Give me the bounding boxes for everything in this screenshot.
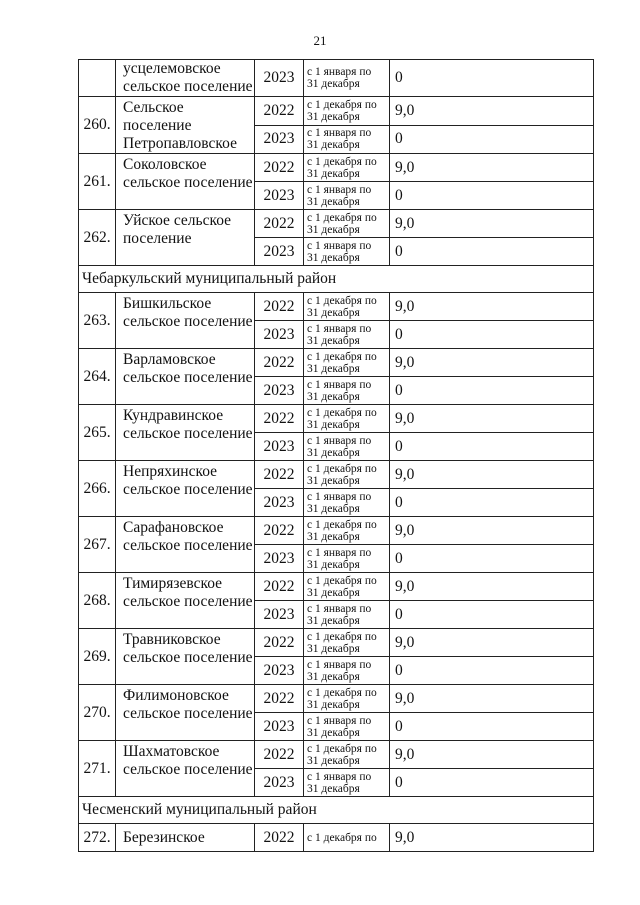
period-line: 31 декабря <box>307 167 360 180</box>
settlement-name <box>116 405 255 461</box>
settlement-name-line: Бишкильское <box>123 295 212 312</box>
settlement-name-line: Петропавловское <box>123 135 237 152</box>
settlement-name-line: сельское поселение <box>123 174 253 191</box>
settlement-name-line: Сельское поселение <box>123 99 192 134</box>
period-line: с 1 декабря по <box>307 574 377 587</box>
year-cell: 2023 <box>255 377 304 405</box>
rate-cell: 0 <box>390 60 594 97</box>
table-row <box>79 741 594 769</box>
entry-number: 262. <box>79 210 116 266</box>
settlement-name-line: сельское поселение <box>123 649 253 666</box>
settlement-name-line: сельское поселение <box>123 481 253 498</box>
entry-number: 269. <box>79 629 116 685</box>
period-line: с 1 декабря по <box>307 831 377 844</box>
year-cell: 2022 <box>255 405 304 433</box>
rate-cell: 9,0 <box>390 517 594 545</box>
period-cell <box>304 545 390 573</box>
settlement-name-line: сельское поселение <box>123 593 253 610</box>
period-line: 31 декабря <box>307 502 360 515</box>
period-cell <box>304 293 390 321</box>
year-cell: 2022 <box>255 293 304 321</box>
period-cell <box>304 210 390 238</box>
year-cell: 2022 <box>255 210 304 238</box>
period-line: с 1 января по <box>307 546 372 559</box>
period-cell <box>304 685 390 713</box>
settlement-name <box>116 517 255 573</box>
rate-cell: 0 <box>390 713 594 741</box>
period-line: с 1 января по <box>307 239 372 252</box>
period-line: 31 декабря <box>307 782 360 795</box>
period-cell <box>304 601 390 629</box>
period-cell <box>304 489 390 517</box>
table-row <box>79 60 594 97</box>
settlement-name-line: Варламовское <box>123 351 216 368</box>
period-line: с 1 декабря по <box>307 742 377 755</box>
period-cell <box>304 97 390 126</box>
rate-cell: 9,0 <box>390 154 594 182</box>
period-cell <box>304 60 390 97</box>
year-cell: 2022 <box>255 461 304 489</box>
period-line: с 1 декабря по <box>307 518 377 531</box>
settlement-name-line: Тимирязевское <box>123 575 223 592</box>
period-cell <box>304 238 390 266</box>
table-row <box>79 824 594 852</box>
district-row <box>79 797 594 824</box>
settlement-name-line: поселение <box>123 230 192 247</box>
settlement-name <box>116 824 255 852</box>
period-cell <box>304 377 390 405</box>
rate-cell: 9,0 <box>390 405 594 433</box>
table-row <box>79 349 594 377</box>
period-cell <box>304 824 390 852</box>
entry-number: 271. <box>79 741 116 797</box>
period-line: с 1 января по <box>307 378 372 391</box>
year-cell: 2023 <box>255 769 304 797</box>
period-line: 31 декабря <box>307 251 360 264</box>
rate-cell: 9,0 <box>390 824 594 852</box>
period-line: 31 декабря <box>307 474 360 487</box>
year-cell: 2022 <box>255 824 304 852</box>
period-cell <box>304 629 390 657</box>
settlement-name-line: сельское поселение <box>123 761 253 778</box>
period-cell <box>304 154 390 182</box>
settlement-name-line: сельское поселение <box>123 425 253 442</box>
year-cell: 2023 <box>255 713 304 741</box>
settlement-name-line: усцелемовское <box>123 60 221 77</box>
table-row <box>79 405 594 433</box>
period-line: 31 декабря <box>307 698 360 711</box>
period-cell <box>304 713 390 741</box>
district-row <box>79 266 594 293</box>
year-cell: 2023 <box>255 60 304 97</box>
period-line: с 1 января по <box>307 322 372 335</box>
period-line: с 1 декабря по <box>307 350 377 363</box>
settlement-name-line: сельское поселение <box>123 78 253 95</box>
period-line: с 1 декабря по <box>307 294 377 307</box>
period-line: 31 декабря <box>307 223 360 236</box>
table-row <box>79 154 594 182</box>
entry-number: 267. <box>79 517 116 573</box>
settlement-name-line: Травниковское <box>123 631 221 648</box>
settlement-name <box>116 154 255 210</box>
settlement-name <box>116 685 255 741</box>
entry-number: 272. <box>79 824 116 852</box>
period-line: с 1 декабря по <box>307 406 377 419</box>
year-cell: 2023 <box>255 182 304 210</box>
rate-cell: 9,0 <box>390 97 594 126</box>
period-line: 31 декабря <box>307 586 360 599</box>
table-row <box>79 685 594 713</box>
period-line: 31 декабря <box>307 614 360 627</box>
table-row <box>79 210 594 238</box>
period-cell <box>304 741 390 769</box>
page-number: 21 <box>313 33 327 48</box>
period-line: 31 декабря <box>307 362 360 375</box>
period-cell <box>304 321 390 349</box>
settlement-name <box>116 629 255 685</box>
rate-cell: 0 <box>390 238 594 266</box>
rate-cell: 0 <box>390 125 594 154</box>
rate-cell: 9,0 <box>390 349 594 377</box>
year-cell: 2023 <box>255 545 304 573</box>
period-cell <box>304 461 390 489</box>
settlement-name-line: Уйское сельское <box>123 212 232 229</box>
period-line: с 1 января по <box>307 490 372 503</box>
period-cell <box>304 657 390 685</box>
rate-cell: 0 <box>390 545 594 573</box>
period-cell <box>304 182 390 210</box>
settlement-name-line: Березинское <box>123 828 205 846</box>
period-line: с 1 декабря по <box>307 630 377 643</box>
period-cell <box>304 769 390 797</box>
period-line: 31 декабря <box>307 306 360 319</box>
table-row <box>79 573 594 601</box>
settlement-name <box>116 573 255 629</box>
table-row <box>79 629 594 657</box>
entry-number <box>79 60 116 97</box>
period-line: с 1 декабря по <box>307 686 377 699</box>
settlement-name-line: сельское поселение <box>123 705 253 722</box>
period-line: с 1 декабря по <box>307 211 377 224</box>
settlement-name-line: сельское поселение <box>123 537 253 554</box>
period-line: с 1 января по <box>307 127 372 140</box>
period-line: с 1 января по <box>307 183 372 196</box>
entry-number: 270. <box>79 685 116 741</box>
year-cell: 2023 <box>255 601 304 629</box>
table-row <box>79 293 594 321</box>
settlement-name <box>116 461 255 517</box>
year-cell: 2023 <box>255 125 304 154</box>
settlement-name-line: Сарафановское <box>123 519 224 536</box>
settlement-name-line: сельское поселение <box>123 369 253 386</box>
rate-cell: 9,0 <box>390 741 594 769</box>
tariff-table <box>78 59 594 852</box>
year-cell: 2022 <box>255 741 304 769</box>
period-cell <box>304 433 390 461</box>
period-line: 31 декабря <box>307 726 360 739</box>
period-line: 31 декабря <box>307 446 360 459</box>
rate-cell: 9,0 <box>390 461 594 489</box>
year-cell: 2022 <box>255 349 304 377</box>
period-line: с 1 января по <box>307 714 372 727</box>
year-cell: 2023 <box>255 238 304 266</box>
period-line: с 1 января по <box>307 658 372 671</box>
rate-cell: 0 <box>390 321 594 349</box>
table-row <box>79 461 594 489</box>
period-line: 31 декабря <box>307 110 360 123</box>
period-line: 31 декабря <box>307 418 360 431</box>
rate-cell: 0 <box>390 377 594 405</box>
period-line: 31 декабря <box>307 754 360 767</box>
settlement-name-line: Кундравинское <box>123 407 224 424</box>
table-row <box>79 517 594 545</box>
settlement-name-line: Шахматовское <box>123 743 220 760</box>
rate-cell: 9,0 <box>390 210 594 238</box>
year-cell: 2023 <box>255 321 304 349</box>
year-cell: 2023 <box>255 433 304 461</box>
entry-number: 268. <box>79 573 116 629</box>
year-cell: 2022 <box>255 685 304 713</box>
period-line: с 1 января по <box>307 602 372 615</box>
table-row <box>79 97 594 126</box>
period-line: с 1 декабря по <box>307 98 377 111</box>
period-line: 31 декабря <box>307 195 360 208</box>
rate-cell: 0 <box>390 657 594 685</box>
settlement-name <box>116 210 255 266</box>
period-line: с 1 января по <box>307 66 372 78</box>
rate-cell: 0 <box>390 601 594 629</box>
period-line: 31 декабря <box>307 530 360 543</box>
rate-cell: 0 <box>390 433 594 461</box>
period-line: 31 декабря <box>307 78 360 90</box>
period-line: 31 декабря <box>307 670 360 683</box>
entry-number: 261. <box>79 154 116 210</box>
rate-cell: 9,0 <box>390 629 594 657</box>
rate-cell: 0 <box>390 489 594 517</box>
year-cell: 2022 <box>255 97 304 126</box>
period-cell <box>304 125 390 154</box>
settlement-name <box>116 60 255 97</box>
period-line: с 1 декабря по <box>307 462 377 475</box>
entry-number: 263. <box>79 293 116 349</box>
year-cell: 2022 <box>255 517 304 545</box>
year-cell: 2022 <box>255 573 304 601</box>
settlement-name-line: сельское поселение <box>123 313 253 330</box>
entry-number: 260. <box>79 97 116 154</box>
rate-cell: 9,0 <box>390 293 594 321</box>
rate-cell: 9,0 <box>390 573 594 601</box>
period-line: 31 декабря <box>307 334 360 347</box>
rate-cell: 9,0 <box>390 685 594 713</box>
period-line: 31 декабря <box>307 642 360 655</box>
period-line: 31 декабря <box>307 139 360 152</box>
period-line: 31 декабря <box>307 390 360 403</box>
district-heading: Чесменский муниципальный район <box>79 797 594 824</box>
period-cell <box>304 573 390 601</box>
settlement-name-line: Непряхинское <box>123 463 218 480</box>
entry-number: 266. <box>79 461 116 517</box>
entry-number: 264. <box>79 349 116 405</box>
settlement-name <box>116 97 255 154</box>
period-cell <box>304 405 390 433</box>
period-cell <box>304 349 390 377</box>
rate-cell: 0 <box>390 182 594 210</box>
year-cell: 2023 <box>255 489 304 517</box>
district-heading: Чебаркульский муниципальный район <box>79 266 594 293</box>
settlement-name <box>116 741 255 797</box>
period-line: с 1 декабря по <box>307 155 377 168</box>
year-cell: 2022 <box>255 629 304 657</box>
period-line: с 1 января по <box>307 770 372 783</box>
period-line: 31 декабря <box>307 558 360 571</box>
settlement-name <box>116 293 255 349</box>
settlement-name-line: Филимоновское <box>123 687 229 704</box>
settlement-name-line: Соколовское <box>123 156 207 173</box>
rate-cell: 0 <box>390 769 594 797</box>
period-line: с 1 января по <box>307 434 372 447</box>
period-cell <box>304 517 390 545</box>
entry-number: 265. <box>79 405 116 461</box>
year-cell: 2023 <box>255 657 304 685</box>
settlement-name <box>116 349 255 405</box>
year-cell: 2022 <box>255 154 304 182</box>
